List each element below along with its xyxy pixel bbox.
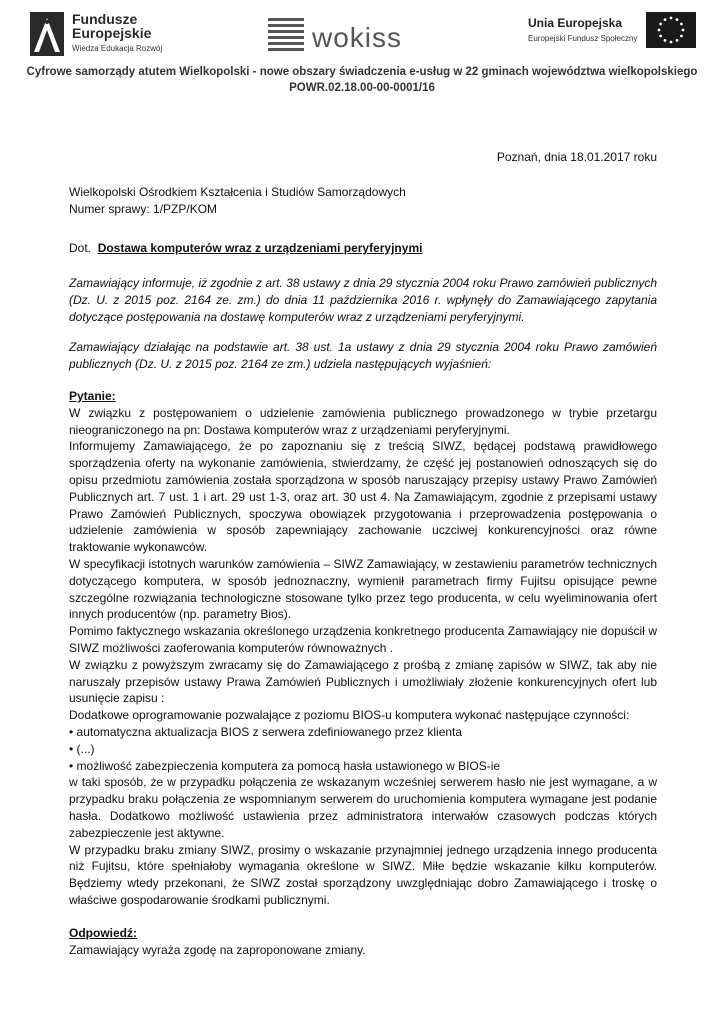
case-number: Numer sprawy: 1/PZP/KOM — [69, 201, 218, 216]
question-paragraph: Dodatkowe oprogramowanie pozwalające z poziomu BIOS-u komputera wykonać następujące czynności: — [69, 708, 630, 723]
question-answer-section — [69, 388, 657, 958]
subject-title: Dostawa komputerów wraz z urządzeniami peryferyjnymi — [97, 241, 423, 255]
project-title: Cyfrowe samorządy atutem Wielkopolski - nowe obszary świadczenia e-usług w 22 gminach województwa wielkopolskiego — [26, 66, 698, 78]
letter-date: Poznań, dnia 18.01.2017 roku — [496, 150, 657, 164]
answer-text: Zamawiający wyraża zgodę na zaproponowane zmiany. — [69, 942, 366, 957]
ue-logo-title: Unia Europejska — [528, 16, 623, 30]
subject-prefix: Dot. — [69, 241, 92, 255]
unia-europejska-logo — [528, 12, 698, 56]
page-header — [0, 0, 724, 100]
question-paragraph: W specyfikacji istotnych warunków zamówienia – SIWZ Zamawiający, w zestawieniu parametrów technicznych dotyczącego komputera, w sposób jednoznaczny, wymienił parametrach firmy Fujitsu opisujące pewne szczególne rozwiązania technologiczne stosowane tylko przez tego producenta, w celu wyeliminowania ofert innych producentów (np. parametry Bios). — [69, 556, 657, 622]
fe-logo-line2: Europejskie — [72, 25, 152, 41]
question-paragraph: Pomimo faktycznego wskazania określonego urządzenia konkretnego producenta Zamawiający nie dopuścił w SIWZ możliwości zaoferowania komputerów równoważnych . — [69, 624, 657, 655]
question-paragraph: w taki sposób, że w przypadku połączenia ze wskazanym wcześniej serwerem hasło nie jest wymagane, a w przypadku braku połączenia ze wspomnianym serwerem do uruchomienia komputera wymagane jest podanie hasła. Dodatkowo możliwość ustawienia przez administratora interwałów czasowych podczas których zabezpieczenie jest aktywne. — [69, 775, 657, 840]
fe-logo-subtitle: Wiedza Edukacja Rozwój — [72, 44, 163, 53]
section-gap — [69, 909, 657, 925]
fe-logo-line1: Fundusze — [72, 11, 138, 27]
project-code: POWR.02.18.00-00-0001/16 — [289, 82, 435, 94]
eu-flag-icon — [646, 12, 696, 48]
fe-logo-text — [72, 12, 151, 40]
recipient-name: Wielkopolski Ośrodkiem Kształcenia i Studiów Samorządowych — [69, 185, 406, 199]
question-bullet: • (...) — [69, 741, 95, 756]
recipient-block — [69, 184, 657, 218]
wokiss-logo — [268, 16, 408, 56]
fe-emblem-icon — [30, 12, 64, 56]
question-paragraph: Informujemy Zamawiającego, że po zapoznaniu się z treścią SIWZ, będącej podstawą prawidłowego sporządzenia oferty na wykonanie zamówienia, stwierdzamy, że część jej postanowień odnoszących się do opisu przedmiotu zamówienia została sporządzona w sposób naruszający przepisy ustawy Prawo Zamówień Publicznych art. 7 ust. 1 i art. 29 ust 1-3, oraz art. 30 ust 4. Na Zamawiającym, zgodnie z przepisami ustawy Prawo Zamówień Publicznych, spoczywa obowiązek przygotowania i przeprowadzenia postępowania o udzielenie zamówienia w sposób zapewniający zachowanie uczciwej konkurencyjności oraz równe traktowanie wykonawców. — [69, 439, 657, 555]
wokiss-logo-text: wokiss — [312, 22, 403, 53]
intro-paragraph-2: Zamawiający działając na podstawie art. 38 ust. 1a ustawy z dnia 29 stycznia 2004 roku Prawo zamówień publicznych (Dz. U. z 2015 poz. 2164 ze zm.) udziela następujących wyjaśnień: — [69, 340, 657, 371]
question-paragraph: W związku z powyższym zwracamy się do Zamawiającego z prośbą z zmianę zapisów w SIWZ, tak aby nie naruszały przepisów ustawy Prawa Zamówień Publicznych i umożliwiały złożenie konkurencyjnych ofert lub usunięcie zapisu : — [69, 657, 657, 706]
answer-heading: Odpowiedź: — [69, 925, 137, 940]
ue-logo-subtitle: Europejski Fundusz Społeczny — [528, 34, 638, 43]
wokiss-lines-icon — [268, 16, 308, 52]
subject-line — [69, 240, 657, 257]
question-bullet: • automatyczna aktualizacja BIOS z serwera zdefiniowanego przez klienta — [69, 724, 463, 739]
fundusze-europejskie-logo — [30, 12, 210, 56]
question-paragraph: W przypadku braku zmiany SIWZ, prosimy o wskazanie przynajmniej jednego urządzenia innego producenta niż Fujitsu, które spełniałoby wymagania określone w SIWZ. Miłe będzie wskazanie kilku komputerów. Będziemy wtedy przekonani, że SIWZ został sporządzony uwzględniając dobro Zamawiającego i troskę o właściwe gospodarowanie środkami publicznymi. — [69, 842, 657, 907]
question-heading: Pytanie: — [69, 389, 116, 403]
intro-paragraph-1: Zamawiający informuje, iż zgodnie z art. 38 ustawy z dnia 29 stycznia 2004 roku Prawo zamówień publicznych (Dz. U. z 2015 poz. 2164 ze. zm.) do dnia 11 października 2016 r. wpłynęły do Zamawiającego zapytania dotyczące postępowania na dostawę komputerów wraz z urządzeniami peryferyjnymi. — [69, 276, 657, 324]
question-bullet: • możliwość zabezpieczenia komputera za pomocą hasła ustawionego w BIOS-ie — [69, 758, 501, 773]
question-paragraph: W związku z postępowaniem o udzielenie zamówienia publicznego prowadzonego w trybie przetargu nieograniczonego na pn: Dostawa komputerów wraz z urządzeniami peryferyjnymi. — [69, 405, 657, 437]
